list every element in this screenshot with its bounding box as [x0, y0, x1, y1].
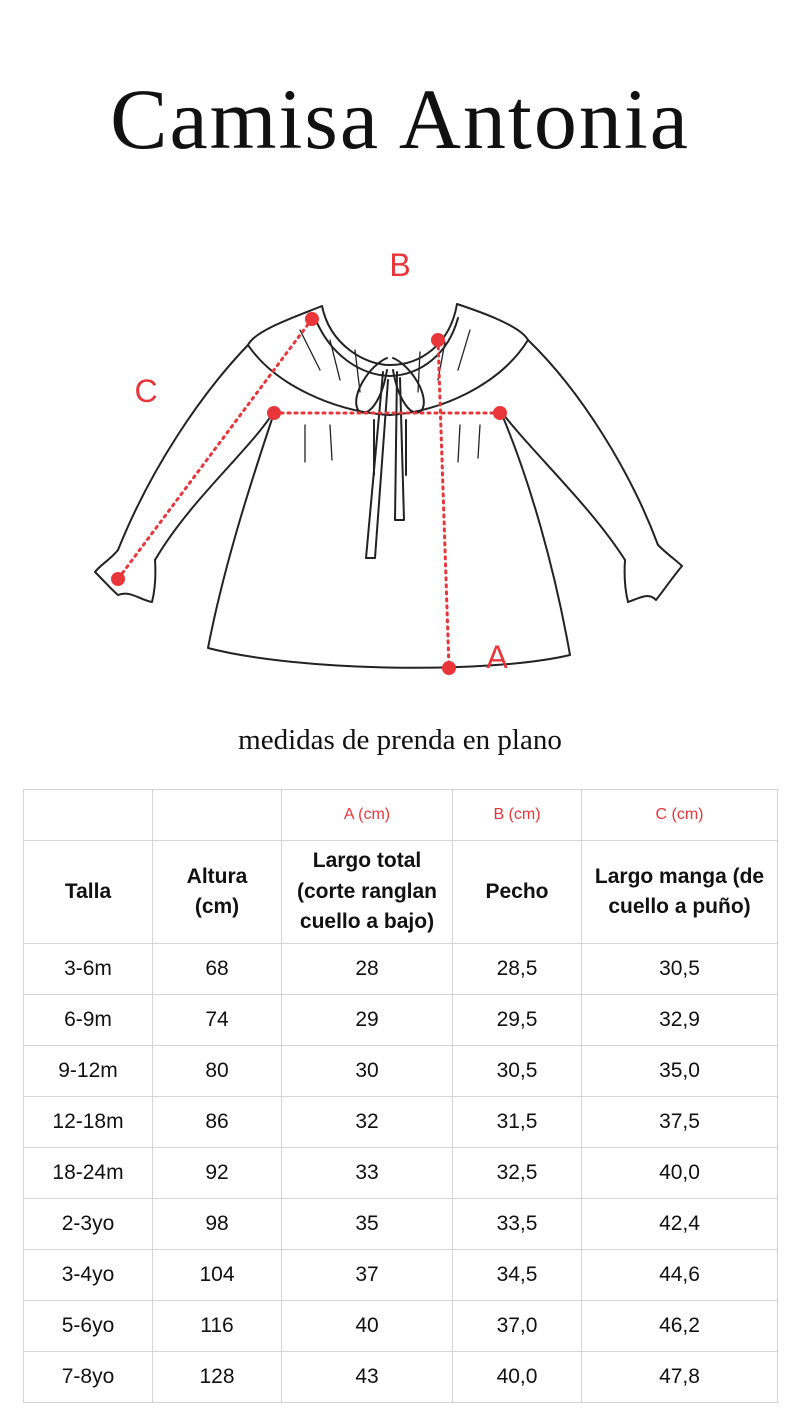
- table-cell: 3-6m: [24, 944, 153, 995]
- unit-cell: [24, 790, 153, 841]
- measure-point: [431, 333, 445, 347]
- page-subtitle: medidas de prenda en plano: [238, 724, 562, 756]
- table-cell: 3-4yo: [24, 1250, 153, 1301]
- table-cell: 35,0: [582, 1046, 778, 1097]
- table-cell: 29,5: [453, 995, 582, 1046]
- table-cell: 74: [153, 995, 282, 1046]
- table-cell: 18-24m: [24, 1148, 153, 1199]
- right-cuff: [625, 545, 682, 602]
- table-cell: 9-12m: [24, 1046, 153, 1097]
- table-cell: 98: [153, 1199, 282, 1250]
- table-cell: 37: [282, 1250, 453, 1301]
- table-cell: 42,4: [582, 1199, 778, 1250]
- table-cell: 30: [282, 1046, 453, 1097]
- table-cell: 12-18m: [24, 1097, 153, 1148]
- right-sleeve: [500, 340, 658, 560]
- unit-cell: [153, 790, 282, 841]
- header-cell: Largo manga (de cuello a puño): [582, 841, 778, 944]
- table-cell: 30,5: [453, 1046, 582, 1097]
- size-table: [23, 789, 778, 1403]
- table-cell: 29: [282, 995, 453, 1046]
- page-title: Camisa Antonia: [110, 71, 690, 167]
- table-cell: 32,9: [582, 995, 778, 1046]
- tie-bow: [356, 358, 424, 413]
- table-cell: 86: [153, 1097, 282, 1148]
- collar: [248, 304, 528, 415]
- table-cell: 34,5: [453, 1250, 582, 1301]
- table-cell: 68: [153, 944, 282, 995]
- table-cell: 40,0: [582, 1148, 778, 1199]
- header-cell: Talla: [24, 841, 153, 944]
- left-cuff: [95, 550, 155, 602]
- measure-point: [111, 572, 125, 586]
- table-cell: 6-9m: [24, 995, 153, 1046]
- measure-line-c: [118, 319, 312, 579]
- shirt-body: [208, 410, 570, 668]
- table-row: [24, 1352, 778, 1403]
- table-cell: 7-8yo: [24, 1352, 153, 1403]
- table-cell: 35: [282, 1199, 453, 1250]
- table-cell: 5-6yo: [24, 1301, 153, 1352]
- header-cell: Altura (cm): [153, 841, 282, 944]
- label-b: B: [389, 247, 411, 283]
- table-cell: 33: [282, 1148, 453, 1199]
- header-row: [24, 841, 778, 944]
- table-row: [24, 1148, 778, 1199]
- table-cell: 2-3yo: [24, 1199, 153, 1250]
- table-cell: 40,0: [453, 1352, 582, 1403]
- measure-line-a: [438, 340, 449, 668]
- table-cell: 43: [282, 1352, 453, 1403]
- label-c: C: [134, 373, 158, 409]
- table-cell: 37,0: [453, 1301, 582, 1352]
- table-cell: 116: [153, 1301, 282, 1352]
- table-row: [24, 944, 778, 995]
- table-row: [24, 1250, 778, 1301]
- table-cell: 37,5: [582, 1097, 778, 1148]
- header-cell: Pecho: [453, 841, 582, 944]
- table-cell: 28: [282, 944, 453, 995]
- garment-diagram: [0, 230, 800, 690]
- table-cell: 30,5: [582, 944, 778, 995]
- table-cell: 80: [153, 1046, 282, 1097]
- table-row: [24, 995, 778, 1046]
- unit-cell: C (cm): [582, 790, 778, 841]
- measure-point: [442, 661, 456, 675]
- table-row: [24, 1301, 778, 1352]
- unit-row: [24, 790, 778, 841]
- table-cell: 46,2: [582, 1301, 778, 1352]
- table-cell: 28,5: [453, 944, 582, 995]
- table-cell: 31,5: [453, 1097, 582, 1148]
- header-cell: Largo total (corte ranglan cuello a bajo): [282, 841, 453, 944]
- unit-cell: A (cm): [282, 790, 453, 841]
- table-cell: 44,6: [582, 1250, 778, 1301]
- table-cell: 32: [282, 1097, 453, 1148]
- measure-point: [493, 406, 507, 420]
- measure-point: [305, 312, 319, 326]
- table-cell: 33,5: [453, 1199, 582, 1250]
- table-cell: 104: [153, 1250, 282, 1301]
- table-cell: 47,8: [582, 1352, 778, 1403]
- table-row: [24, 1199, 778, 1250]
- unit-cell: B (cm): [453, 790, 582, 841]
- table-row: [24, 1097, 778, 1148]
- table-row: [24, 1046, 778, 1097]
- label-a: A: [486, 639, 508, 675]
- table-cell: 92: [153, 1148, 282, 1199]
- table-cell: 128: [153, 1352, 282, 1403]
- tie-strings: [366, 372, 404, 558]
- table-cell: 40: [282, 1301, 453, 1352]
- measure-point: [267, 406, 281, 420]
- table-cell: 32,5: [453, 1148, 582, 1199]
